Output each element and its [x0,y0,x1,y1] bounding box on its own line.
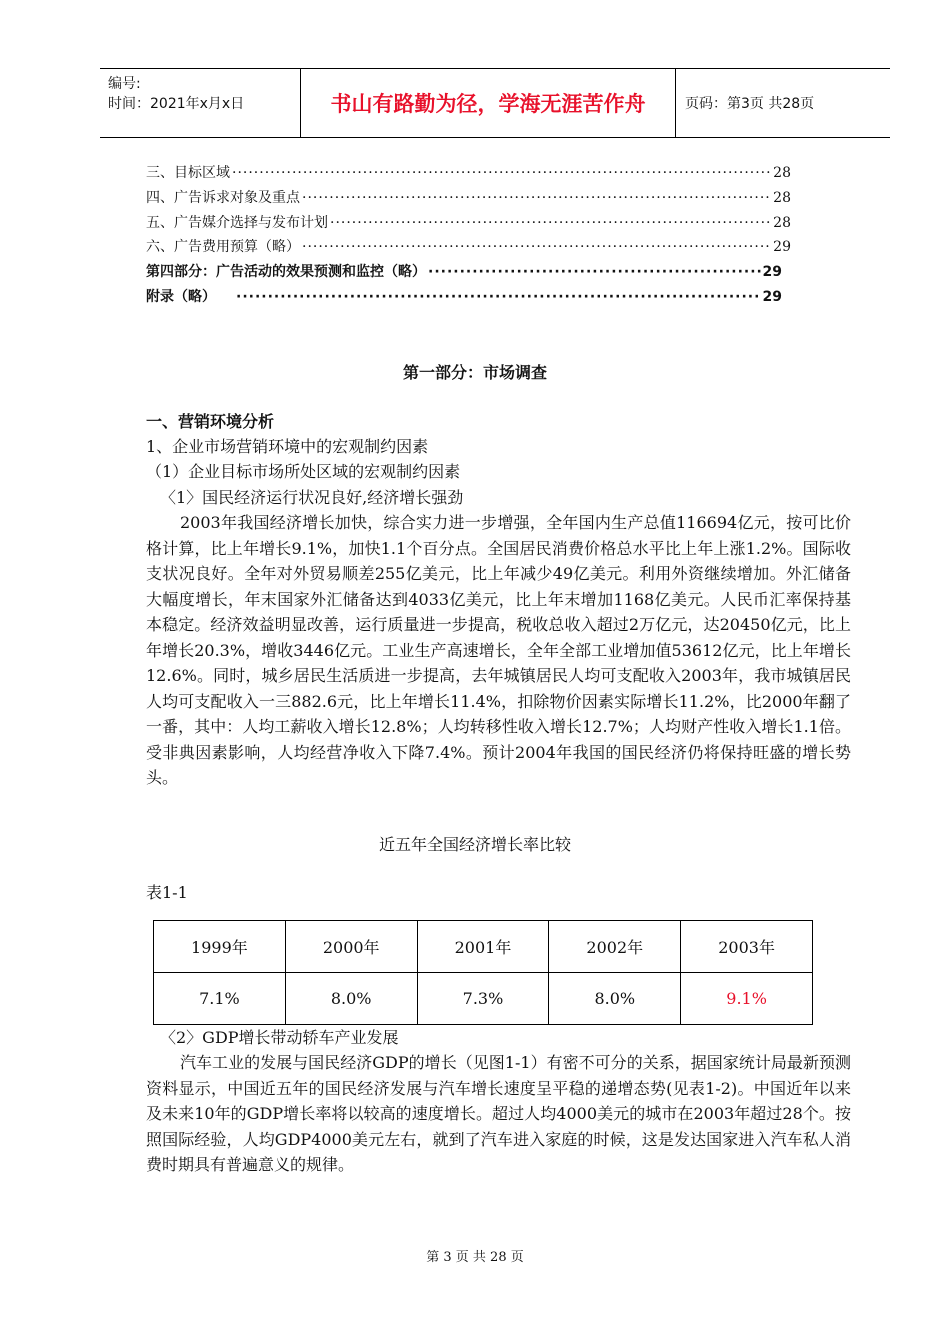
toc-entry [146,261,782,281]
toc-page: 29 [762,264,782,280]
time-label: 时间：2021年x月x日 [108,96,245,112]
table-cell: 7.3% [417,973,549,1025]
toc-leader [302,239,771,255]
table-header-cell: 2003年 [681,921,813,973]
subsection-heading: （1）企业目标市场所处区域的宏观制约因素 [146,462,461,481]
toc-page: 29 [762,289,782,305]
toc-label: 五、广告媒介选择与发布计划 [146,215,328,231]
header-page-info: 页码：第3页 共28页 [685,96,815,112]
table-header-cell: 2000年 [285,921,417,973]
toc-leader [232,165,771,181]
toc-entry [146,212,791,232]
table-cell-highlight: 9.1% [681,973,813,1025]
body-paragraph: 2003年我国经济增长加快，综合实力进一步增强，全年国内生产总值116694亿元，按可比价格计算，比上年增长9.1%，加快1.1个百分点。全国居民消费价格总水平比上年上涨1.2%。国际收支状况良好。全年对外贸易顺差255亿美元，比上年减少49亿美元。利用外资继续增加。外汇储备大幅度增长，年末国家外汇储备达到4033亿美元，比上年末增加1168亿美元。人民币汇率保持基本稳定。经济效益明显改善，运行质量进一步提高，税收总收入超过2万亿元，达20450亿元，比上年增长20.3%，增收3446亿元。工业生产高速增长，全年全部工业增加值53612亿元，比上年增长12.6%。同时，城乡居民生活质进一步提高，去年城镇居民人均可支配收入2003年，我市城镇居民人均可支配收入一三882.6元，比上年增长11.4%，扣除物价因素实际增长11.2%，比2000年翻了一番，其中：人均工薪收入增长12.8%；人均转移性收入增长12.7%；人均财产性收入增长1.1倍。受非典因素影响，人均经营净收入下降7.4%。预计2004年我国的国民经济仍将保持旺盛的增长势头。 [146,513,851,787]
table-row [154,973,813,1025]
number-label: 编号: [108,76,141,92]
table-caption: 近五年全国经济增长率比较 [378,835,571,854]
table-cell: 7.1% [154,973,286,1025]
part-title: 第一部分：市场调查 [402,363,547,382]
table-header-cell: 2002年 [549,921,681,973]
toc-leader [428,264,761,280]
toc-page: 28 [773,215,791,231]
toc-page: 28 [773,190,791,206]
table-label: 表1-1 [146,883,188,902]
table-header-cell: 1999年 [154,921,286,973]
body-paragraph: 汽车工业的发展与国民经济GDP的增长（见图1-1）有密不可分的关系，据国家统计局最新预测资料显示，中国近五年的国民经济发展与汽车增长速度呈平稳的递增态势(见表1-2)。中国近年以来及未来10年的GDP增长率将以较高的速度增长。超过人均4000美元的城市在2003年超过28个。按照国际经验，人均GDP4000美元左右，就到了汽车进入家庭的时候，这是发达国家进入汽车私人消费时期具有普遍意义的规律。 [146,1053,851,1174]
toc-entry [146,187,791,207]
toc-label: 附录（略） [146,289,216,305]
header-motto: 书山有路勤为径，学海无涯苦作舟 [301,69,676,137]
toc-label: 四、广告诉求对象及重点 [146,190,300,206]
toc-page: 28 [773,165,791,181]
section-heading: 一、营销环境分析 [146,412,275,431]
point-heading: 〈2〉GDP增长带动轿车产业发展 [160,1028,399,1047]
subsection-heading: 1、企业市场营销环境中的宏观制约因素 [146,437,429,456]
toc-label: 六、广告费用预算（略） [146,239,300,255]
table-row [154,921,813,973]
page-footer: 第 3 页 共 28 页 [426,1250,524,1265]
toc-leader [302,190,771,206]
toc-entry [146,162,791,182]
table-cell: 8.0% [285,973,417,1025]
table-cell: 8.0% [549,973,681,1025]
toc-page: 29 [773,239,791,255]
header-meta-cell [100,69,301,137]
toc-leader [330,215,771,231]
toc-entry [146,236,791,256]
page-header [100,68,890,138]
growth-table [153,920,813,1025]
table-header-cell: 2001年 [417,921,549,973]
point-heading: 〈1〉国民经济运行状况良好,经济增长强劲 [160,488,464,507]
toc-leader [236,289,761,305]
toc-label: 三、目标区域 [146,165,230,181]
toc-entry [146,286,782,306]
toc-label: 第四部分：广告活动的效果预测和监控（略） [146,264,426,280]
